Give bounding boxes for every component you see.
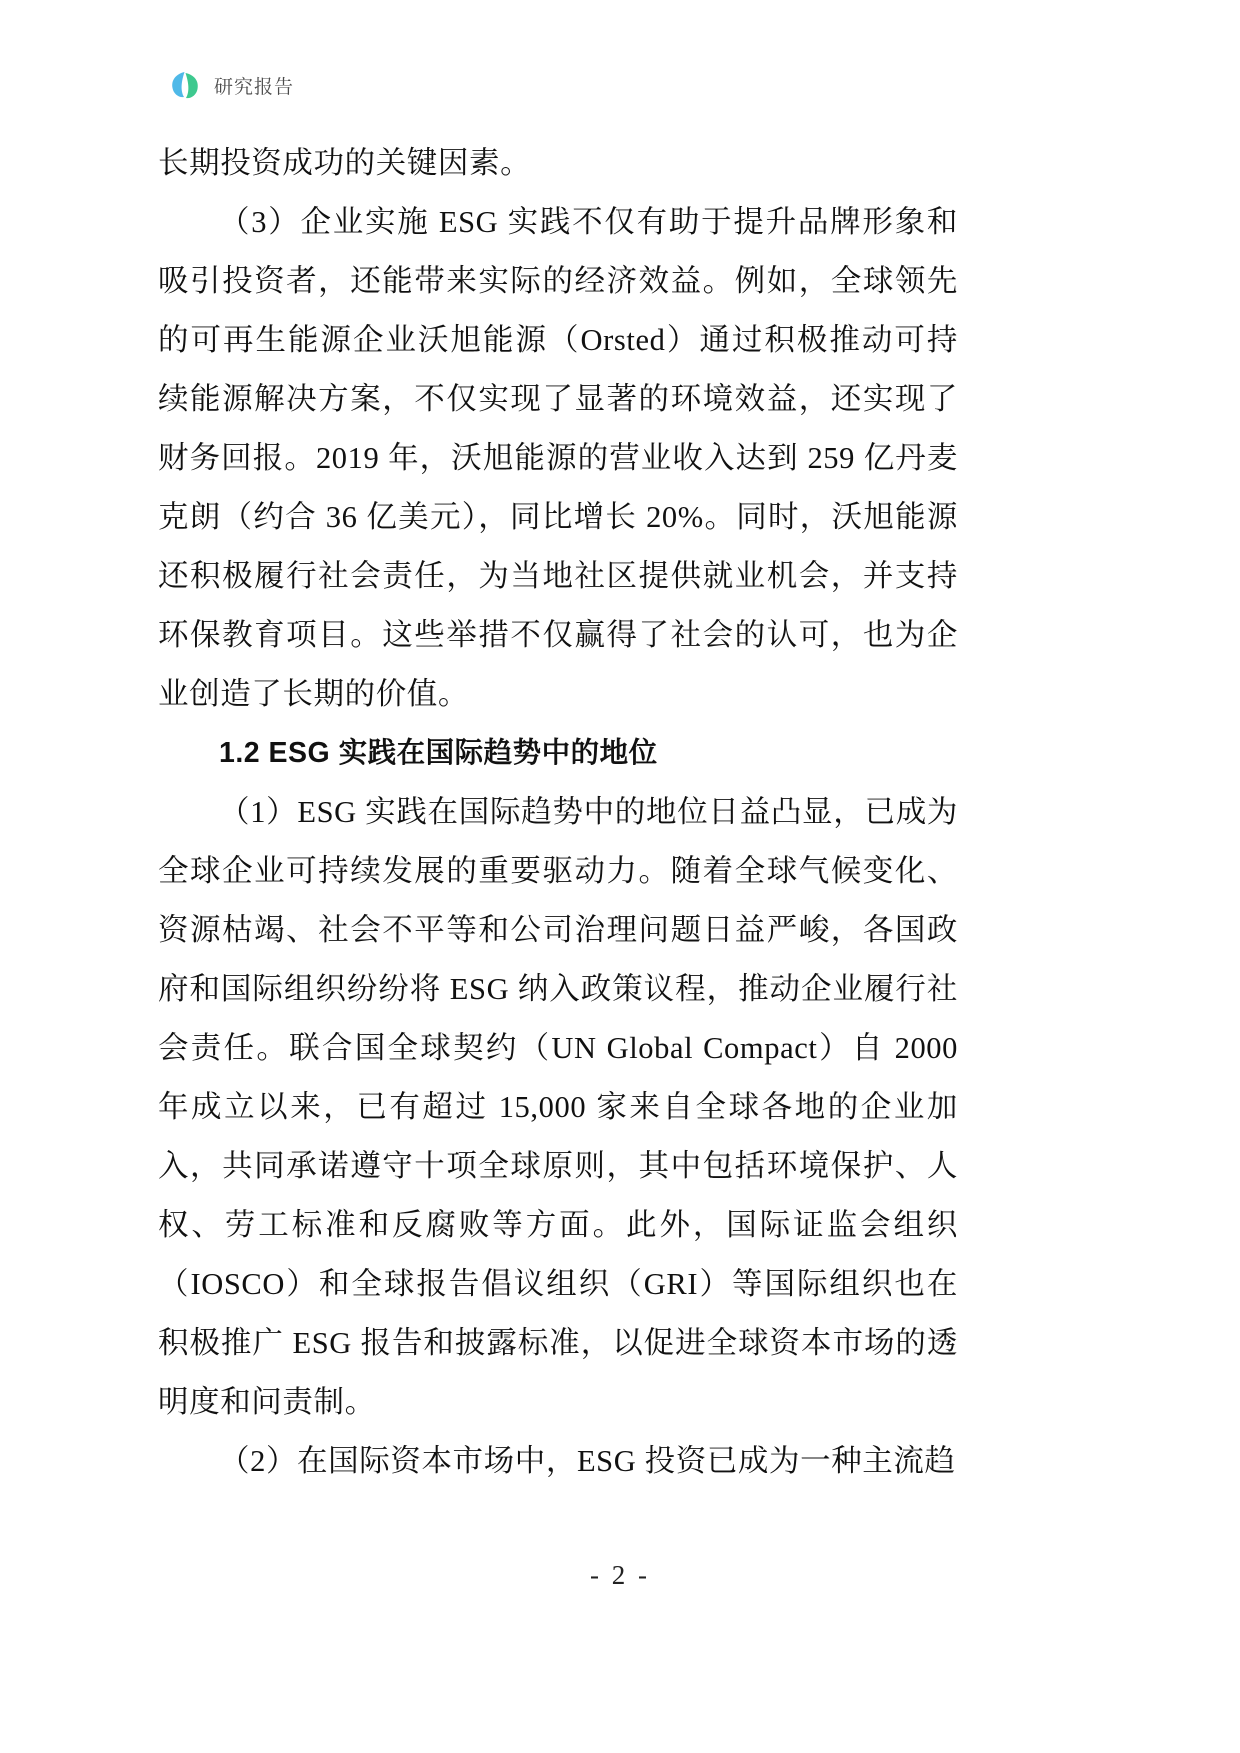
header-title: 研究报告 <box>214 76 295 98</box>
page-number: - 2 - <box>590 1560 650 1590</box>
leaf-logo-icon <box>168 68 202 102</box>
paragraph-continuation: 长期投资成功的关键因素。 <box>158 146 532 180</box>
document-header <box>168 68 294 102</box>
section-heading-1-2: 1.2 ESG 实践在国际趋势中的地位 <box>219 737 658 769</box>
document-body <box>158 134 958 1491</box>
document-footer <box>0 1560 1240 1591</box>
paragraph-item-2: （2）在国际资本市场中，ESG 投资已成为一种主流趋 <box>219 1444 956 1478</box>
paragraph-item-1: （1）ESG 实践在国际趋势中的地位日益凸显，已成为全球企业可持续发展的重要驱动力。随着全球气候变化、资源枯竭、社会不平等和公司治理问题日益严峻，各国政府和国际组织纷纷将 ESG 纳入政策议程，推动企业履行社会责任。联合国全球契约（UN Global Compact）自 2000 年成立以来，已有超过 15,000 家来自全球各地的企业加入，共同承诺遵守十项全球原则，其中包括环境保护、人权、劳工标准和反腐败等方面。此外，国际证监会组织（IOSCO）和全球报告倡议组织（GRI）等国际组织也在积极推广 ESG 报告和披露标准，以促进全球资本市场的透明度和问责制。 <box>158 795 958 1419</box>
paragraph-item-3: （3）企业实施 ESG 实践不仅有助于提升品牌形象和吸引投资者，还能带来实际的经济效益。例如，全球领先的可再生能源企业沃旭能源（Orsted）通过积极推动可持续能源解决方案，不仅实现了显著的环境效益，还实现了财务回报。2019 年，沃旭能源的营业收入达到 259 亿丹麦克朗（约合 36 亿美元），同比增长 20%。同时，沃旭能源还积极履行社会责任，为当地社区提供就业机会，并支持环保教育项目。这些举措不仅赢得了社会的认可，也为企业创造了长期的价值。 <box>158 205 958 711</box>
